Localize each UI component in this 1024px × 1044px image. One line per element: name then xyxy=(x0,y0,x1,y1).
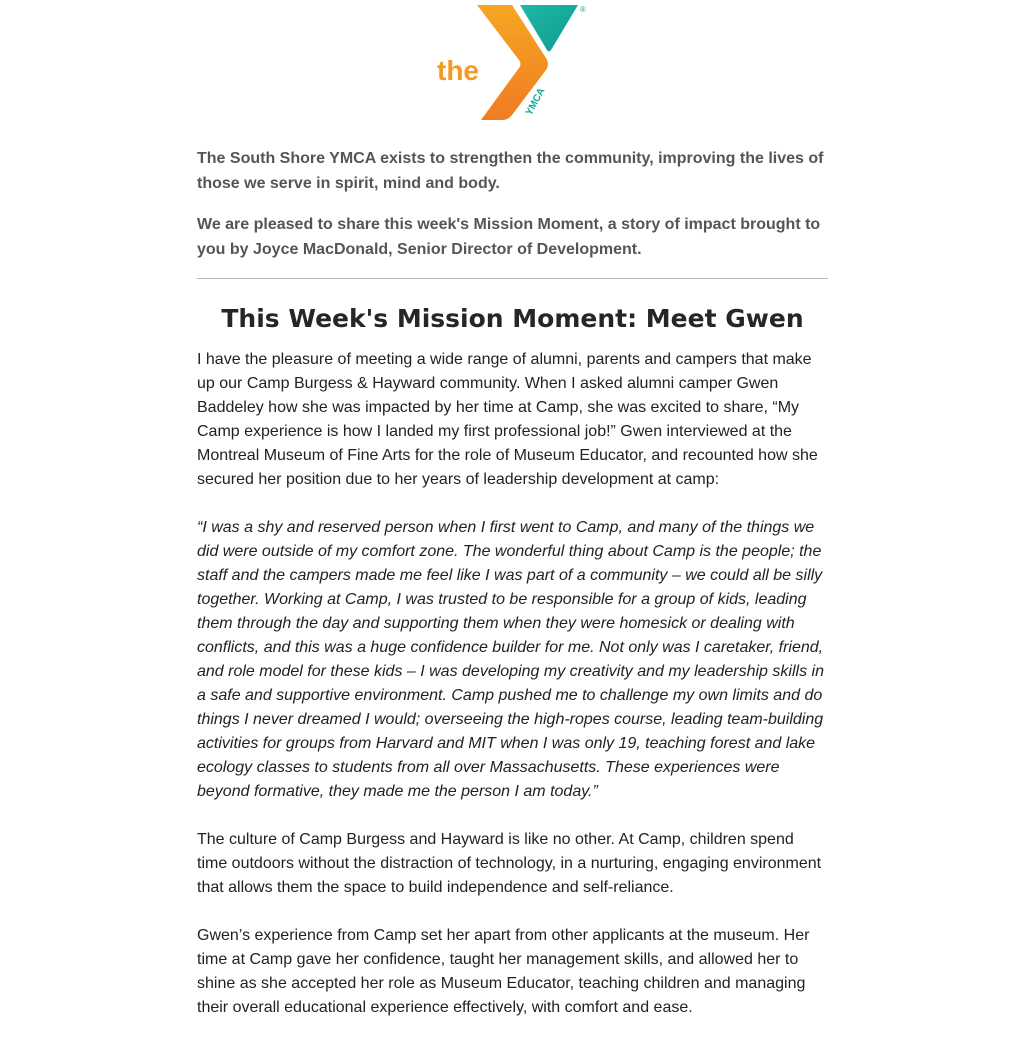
gwen-quote: “I was a shy and reserved person when I first went to Camp, and many of the things we did were outside of my comfort zone. The wonderful thing about Camp is the people; the staff and the campers made me feel like I was part of a community – we could all be silly together. Working at Camp, I was trusted to be responsible for a group of kids, leading them through the day and supporting them when they were homesick or dealing with conflicts, and this was a huge confidence builder for me. Not only was I caretaker, friend, and role model for these kids – I was developing my creativity and my leadership skills in a safe and supportive environment. Camp pushed me to challenge my own limits and do things I never dreamed I would; overseeing the high-ropes course, leading team-building activities for groups from Harvard and MIT when I was only 19, teaching forest and lake ecology classes to students from all over Massachusetts. These experiences were beyond formative, they made me the person I am today.” xyxy=(197,519,824,800)
logo-word-the: the xyxy=(437,55,479,86)
mission-statement: The South Shore YMCA exists to strengthen the community, improving the lives of those we serve in spirit, mind and body. xyxy=(197,150,824,192)
article-title: This Week's Mission Moment: Meet Gwen xyxy=(221,304,804,333)
ymca-logo-icon xyxy=(430,0,600,124)
article-paragraph-2: The culture of Camp Burgess and Hayward is like no other. At Camp, children spend time outdoors without the distraction of technology, in a nurturing, engaging environment that allows them the space to build independence and self-reliance. xyxy=(197,831,822,896)
section-divider xyxy=(197,278,828,279)
mission-moment-intro: We are pleased to share this week's Mission Moment, a story of impact brought to you by Joyce MacDonald, Senior Director of Development. xyxy=(197,216,821,258)
ymca-logo xyxy=(430,0,600,124)
article-paragraph-3: Gwen’s experience from Camp set her apart from other applicants at the museum. Her time at Camp gave her confidence, taught her management skills, and allowed her to shine as she accepted her role as Museum Educator, teaching children and managing their overall educational experience effectively, with comfort and ease. xyxy=(197,927,810,1016)
logo-ymca-label: YMCA xyxy=(523,86,548,118)
article-paragraph-1: I have the pleasure of meeting a wide range of alumni, parents and campers that make up our Camp Burgess & Hayward community. When I asked alumni camper Gwen Baddeley how she was impacted by her time at Camp, she was excited to share, “My Camp experience is how I landed my first professional job!” Gwen interviewed at the Montreal Museum of Fine Arts for the role of Museum Educator, and recounted how she secured her position due to her years of leadership development at camp: xyxy=(197,351,818,488)
logo-registered-mark: ® xyxy=(580,5,586,14)
newsletter-body xyxy=(197,146,828,1044)
